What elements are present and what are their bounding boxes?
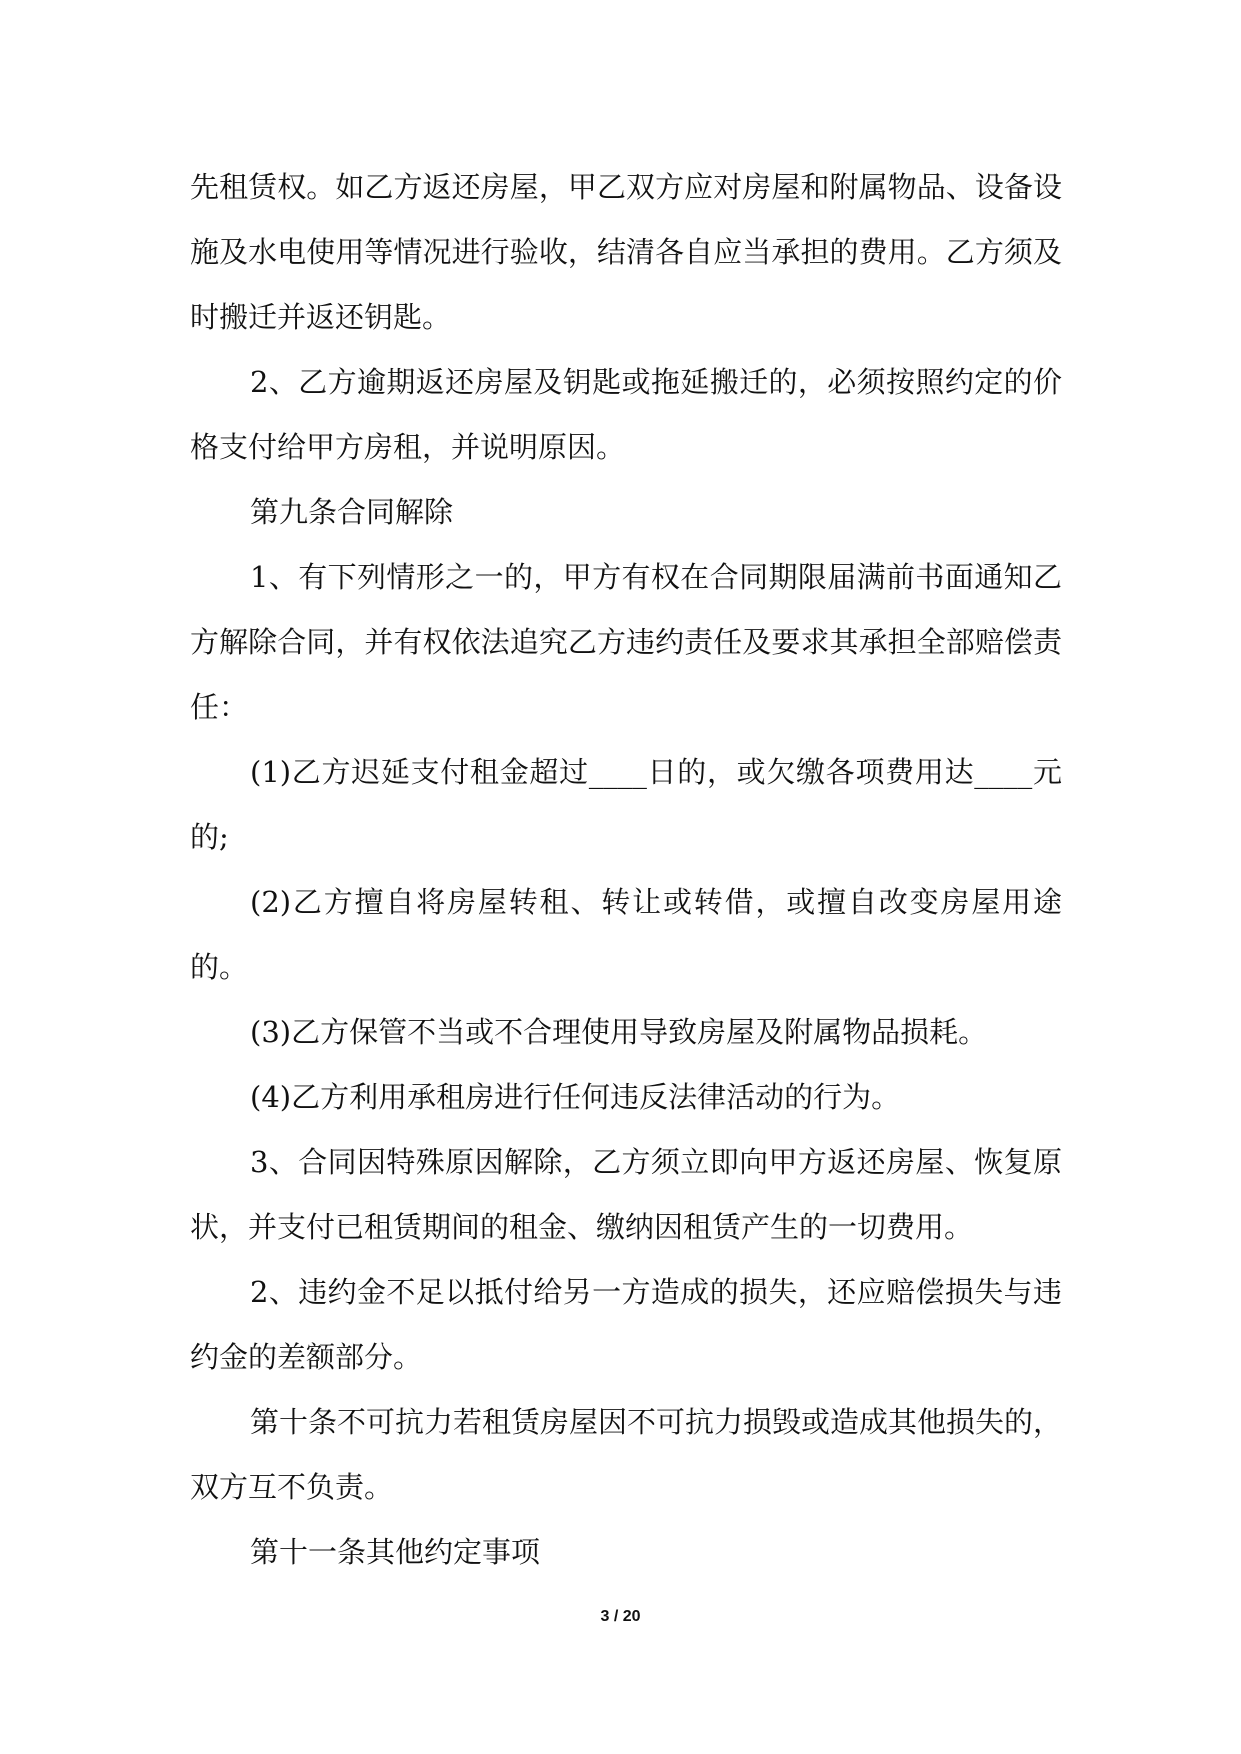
list-item: (4)乙方利用承租房进行任何违反法律活动的行为。 bbox=[250, 1080, 901, 1114]
list-item: (1)乙方迟延支付租金超过____日的，或欠缴各项费用达____元的; bbox=[190, 755, 1062, 854]
document-body bbox=[190, 155, 1062, 1585]
paragraph: 3、合同因特殊原因解除，乙方须立即向甲方返还房屋、恢复原状，并支付已租赁期间的租金、缴纳因租赁产生的一切费用。 bbox=[190, 1145, 1062, 1244]
paragraph: 2、违约金不足以抵付给另一方造成的损失，还应赔偿损失与违约金的差额部分。 bbox=[190, 1275, 1062, 1374]
section-heading: 第十一条其他约定事项 bbox=[250, 1535, 541, 1569]
section-heading: 第九条合同解除 bbox=[250, 495, 454, 529]
paragraph: 第十条不可抗力若租赁房屋因不可抗力损毁或造成其他损失的，双方互不负责。 bbox=[190, 1405, 1063, 1504]
paragraph: 先租赁权。如乙方返还房屋，甲乙双方应对房屋和附属物品、设备设施及水电使用等情况进行验收，结清各自应当承担的费用。乙方须及时搬迁并返还钥匙。 bbox=[190, 170, 1062, 334]
list-item: (2)乙方擅自将房屋转租、转让或转借，或擅自改变房屋用途的。 bbox=[190, 885, 1062, 984]
list-item: (3)乙方保管不当或不合理使用导致房屋及附属物品损耗。 bbox=[250, 1015, 988, 1049]
paragraph: 2、乙方逾期返还房屋及钥匙或拖延搬迁的，必须按照约定的价格支付给甲方房租，并说明原因。 bbox=[190, 365, 1062, 464]
page-number: 3 / 20 bbox=[600, 1608, 641, 1625]
paragraph: 1、有下列情形之一的，甲方有权在合同期限届满前书面通知乙方解除合同，并有权依法追究乙方违约责任及要求其承担全部赔偿责任： bbox=[190, 560, 1062, 724]
